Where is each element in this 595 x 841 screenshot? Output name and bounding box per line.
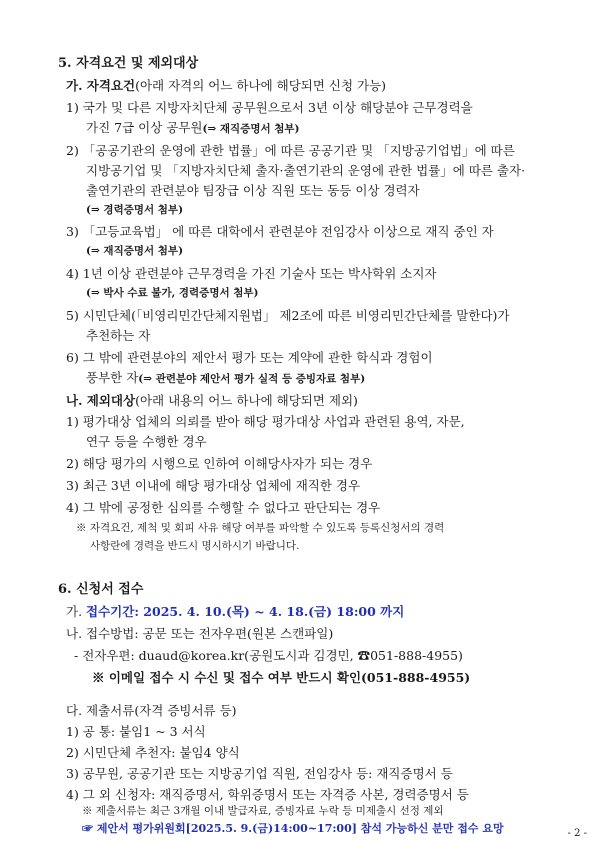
qual-item-1-line-1: 1) 국가 및 다른 지방자치단체 공무원으로서 3년 이상 해당분야 근무경력을 (66, 100, 473, 115)
qual-item-6-note: (⇒ 관련분야 제안서 평가 실적 등 증빙자료 첨부) (138, 373, 366, 385)
qual-item-4-note: (⇒ 박사 수료 불가, 경력증명서 첨부) (86, 287, 259, 299)
qual-item-3-line-1: 3) 「고등교육법」 에 따른 대학에서 관련분야 전임강사 이상으로 재직 중인 자 (66, 224, 494, 239)
doc-item-1: 1) 공 통: 붙임1 ~ 3 서식 (66, 724, 206, 739)
committee-label: ☞ 제안서 평가위원회 (82, 822, 186, 835)
excl-item-1-line-2: 연구 등을 수행한 경우 (86, 434, 207, 449)
application-method: 나. 접수방법: 공문 또는 전자우편(원본 스캔파일) (66, 626, 334, 641)
committee-date: [2025.5. 9.(금)14:00~17:00] (185, 822, 357, 835)
qualification-heading (66, 78, 386, 93)
qual-item-2-line-3: 출연기관의 관련분야 팀장급 이상 직원 또는 동등 이상 경력자 (86, 183, 420, 198)
qual-item-1-text: 가진 7급 이상 공무원 (86, 120, 203, 135)
qual-item-2-line-1: 2) 「공공기관의 운영에 관한 법률」에 따른 공공기관 및 「지방공기업법」에 따른 (66, 143, 515, 158)
excl-item-4: 4) 그 밖에 공정한 심의를 수행할 수 없다고 판단되는 경우 (66, 500, 381, 515)
qualification-desc: (아래 자격의 어느 하나에 해당되면 신청 가능) (135, 78, 387, 93)
exclusion-desc: (아래 내용의 어느 하나에 해당되면 제외) (135, 393, 358, 408)
doc-item-4: 4) 그 외 신청자: 재직증명서, 학위증명서 또는 자격증 사본, 경력증명서 등 (66, 787, 469, 802)
application-period-label: 접수기간: 2025. 4. 10.(목) ~ 4. 18.(금) 18:00 까지 (86, 604, 405, 619)
application-period-prefix: 가. (66, 604, 87, 619)
remark-line-2: 사항란에 경력을 반드시 명시하시기 바랍니다. (90, 540, 300, 552)
exclusion-label: 나. 제외대상 (66, 393, 136, 408)
qual-item-1-note: (⇒ 재직증명서 첨부) (202, 123, 300, 135)
qualification-label: 가. 자격요건 (66, 78, 136, 93)
email-line: - 전자우편: duaud@korea.kr(공원도시과 김경민, ☎051-888-4955) (74, 648, 463, 663)
qual-item-1-line-2 (86, 120, 300, 136)
exclusion-heading (66, 393, 358, 408)
qual-item-6-line-1: 6) 그 밖에 관련분야의 제안서 평가 또는 계약에 관한 학식과 경험이 (66, 350, 433, 365)
excl-item-2: 2) 해당 평가의 시행으로 인하여 이해당사자가 되는 경우 (66, 456, 373, 471)
committee-text: 참석 가능하신 분만 접수 요망 (356, 822, 504, 835)
qual-item-6-text: 풍부한 자 (86, 370, 139, 385)
application-period (66, 604, 404, 619)
qual-item-3-note: (⇒ 재직증명서 첨부) (86, 245, 184, 257)
documents-heading: 다. 제출서류(자격 증빙서류 등) (66, 703, 237, 718)
excl-item-1-line-1: 1) 평가대상 업체의 의뢰를 받아 해당 평가대상 사업과 관련된 용역, 자문, (66, 414, 465, 429)
committee-note (82, 822, 504, 835)
qual-item-4-line-1: 4) 1년 이상 관련분야 근무경력을 가진 기술사 또는 박사학위 소지자 (66, 266, 437, 281)
section-5-title: 5. 자격요건 및 제외대상 (58, 56, 199, 71)
qual-item-5-line-2: 추천하는 자 (86, 328, 151, 343)
remark-line-1: ※ 자격요건, 제척 및 회피 사유 해당 여부를 파악할 수 있도록 등록신청서의 경력 (76, 522, 445, 534)
doc-note: ※ 제출서류는 최근 3개월 이내 발급자료, 증빙자료 누락 등 미제출시 선정 제외 (82, 805, 444, 817)
email-confirm-note: ※ 이메일 접수 시 수신 및 접수 여부 반드시 확인(051-888-4955) (92, 670, 471, 685)
doc-item-2: 2) 시민단체 추천자: 붙임4 양식 (66, 745, 240, 760)
qual-item-2-note: (⇒ 경력증명서 첨부) (86, 204, 184, 216)
doc-item-3: 3) 공무원, 공공기관 또는 지방공기업 직원, 전임강사 등: 재직증명서 등 (66, 766, 453, 781)
section-6-title: 6. 신청서 접수 (58, 582, 144, 597)
page-number: - 2 - (567, 828, 587, 839)
qual-item-6-line-2 (86, 370, 365, 386)
qual-item-2-line-2: 지방공기업 및 「지방자치단체 출자·출연기관의 운영에 관한 법률」에 따른 출자· (86, 163, 526, 178)
qual-item-5-line-1: 5) 시민단체(「비영리민간단체지원법」 제2조에 따른 비영리민간단체를 말한다)가 (66, 308, 510, 323)
excl-item-3: 3) 최근 3년 이내에 해당 평가대상 업체에 재직한 경우 (66, 478, 361, 493)
